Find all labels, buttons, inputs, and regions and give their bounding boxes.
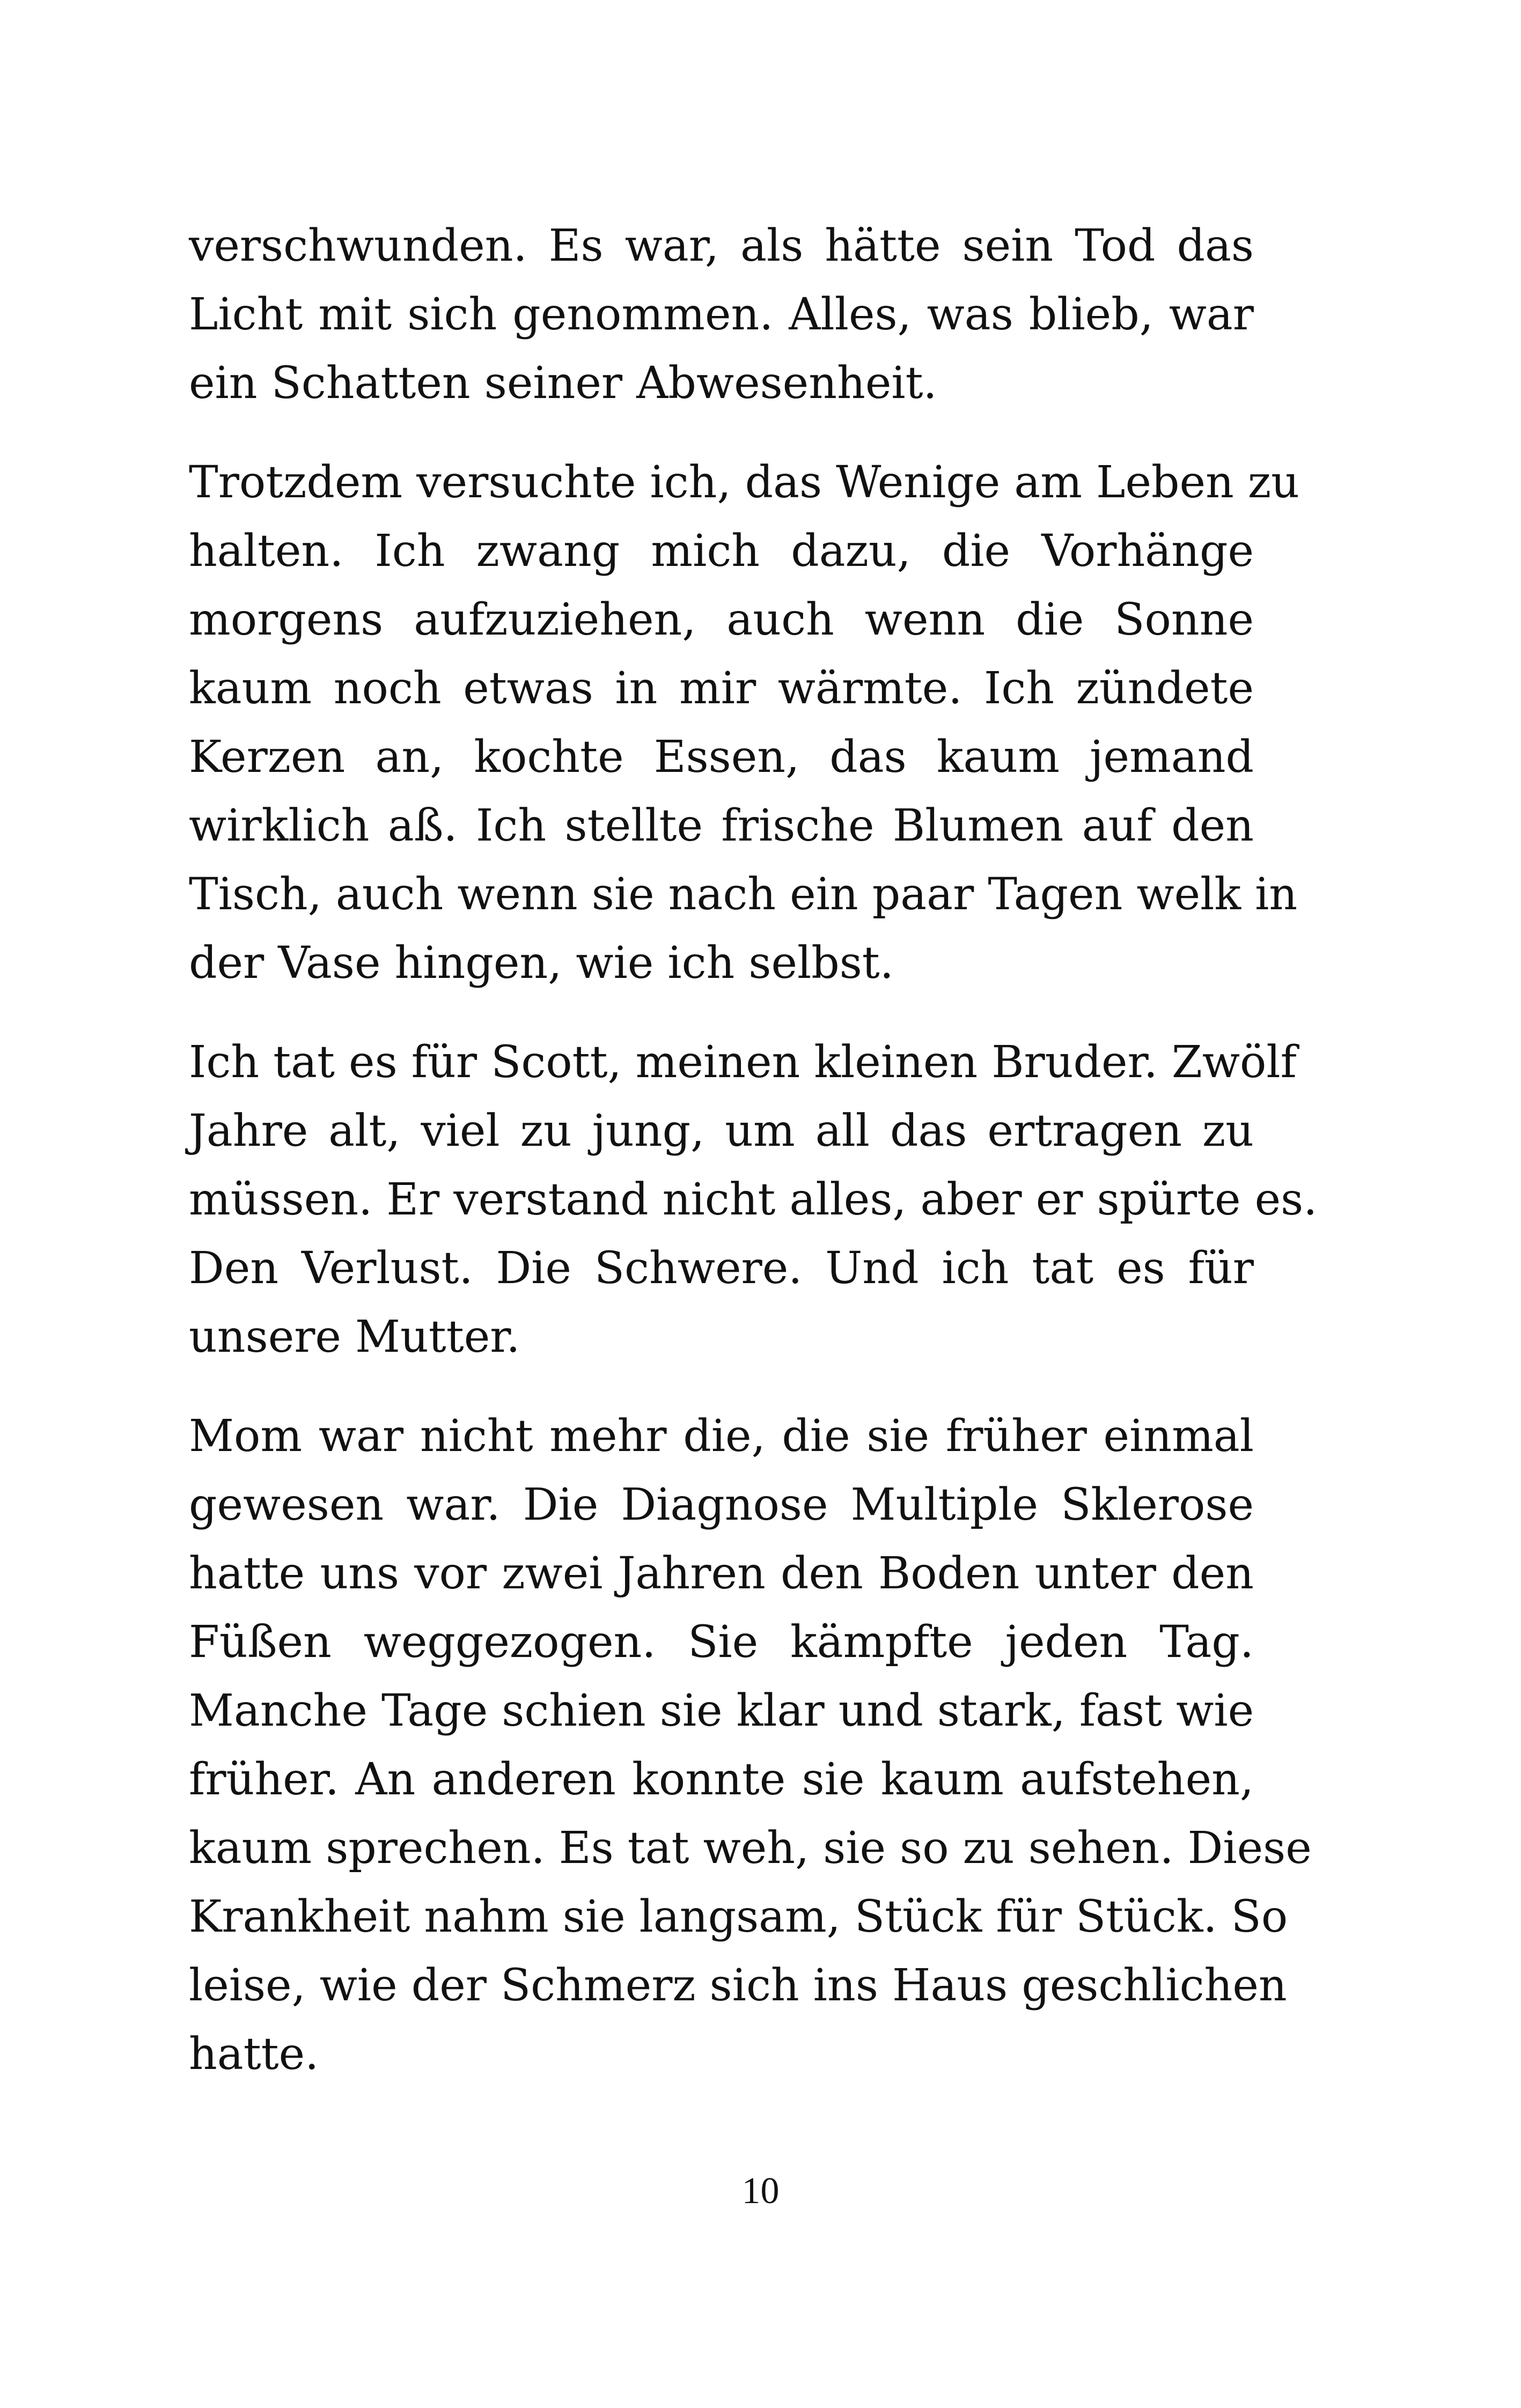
- text-line: der Vase hingen, wie ich selbst.: [189, 938, 894, 989]
- paragraph-4: [189, 1402, 1312, 2089]
- text-line: verschwunden. Es war, als hätte sein Tod das: [189, 220, 1254, 271]
- text-line: kaum noch etwas in mir wärmte. Ich zündete: [189, 663, 1254, 714]
- text-line: ein Schatten seiner Abwesenheit.: [189, 358, 937, 409]
- text-line: leise, wie der Schmerz sich ins Haus geschlichen: [189, 1960, 1287, 2011]
- text-line: Jahre alt, viel zu jung, um all das ertragen zu: [189, 1106, 1254, 1157]
- text-line: Licht mit sich genommen. Alles, was blieb, war: [189, 289, 1254, 340]
- paragraph-1: [189, 212, 1254, 418]
- text-line: halten. Ich zwang mich dazu, die Vorhänge: [189, 526, 1254, 577]
- text-line: unsere Mutter.: [189, 1312, 520, 1363]
- text-line: wirklich aß. Ich stellte frische Blumen auf den: [189, 800, 1254, 851]
- text-line: hatte.: [189, 2029, 319, 2080]
- text-line: gewesen war. Die Diagnose Multiple Sklerose: [189, 1479, 1254, 1530]
- paragraph-3: [189, 1028, 1318, 1372]
- text-line: früher. An anderen konnte sie kaum aufstehen,: [189, 1754, 1254, 1805]
- text-line: Manche Tage schien sie klar und stark, fast wie: [189, 1685, 1254, 1736]
- text-line: Kerzen an, kochte Essen, das kaum jemand: [189, 732, 1254, 783]
- text-line: Mom war nicht mehr die, die sie früher einmal: [189, 1411, 1254, 1462]
- body-text: [189, 212, 1318, 2119]
- text-line: müssen. Er verstand nicht alles, aber er spürte es.: [189, 1174, 1318, 1225]
- text-line: Füßen weggezogen. Sie kämpfte jeden Tag.: [189, 1617, 1254, 1668]
- paragraph-2: [189, 448, 1299, 998]
- text-line: kaum sprechen. Es tat weh, sie so zu sehen. Diese: [189, 1823, 1312, 1874]
- text-line: hatte uns vor zwei Jahren den Boden unter den: [189, 1548, 1254, 1599]
- page-number: 10: [741, 2170, 780, 2212]
- text-line: Ich tat es für Scott, meinen kleinen Bruder. Zwölf: [189, 1037, 1297, 1088]
- text-line: Tisch, auch wenn sie nach ein paar Tagen welk in: [189, 869, 1298, 920]
- text-line: morgens aufzuziehen, auch wenn die Sonne: [189, 594, 1254, 645]
- text-line: Krankheit nahm sie langsam, Stück für Stück. So: [189, 1891, 1288, 1942]
- text-line: Den Verlust. Die Schwere. Und ich tat es für: [189, 1243, 1254, 1294]
- text-line: Trotzdem versuchte ich, das Wenige am Leben zu: [189, 457, 1299, 508]
